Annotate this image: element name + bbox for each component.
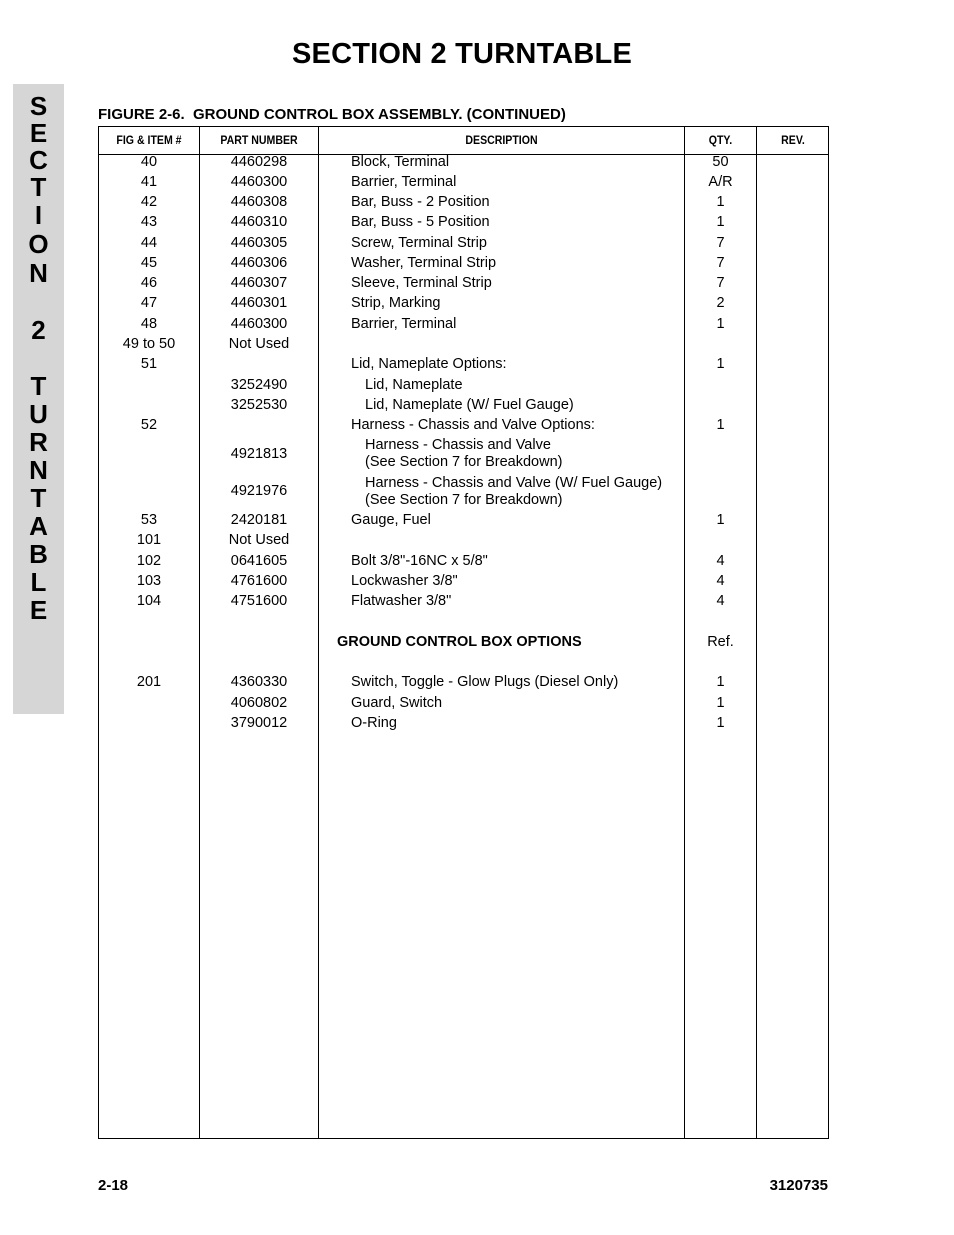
- part-number: 4921813: [230, 446, 288, 462]
- part-number: 4460300: [230, 174, 288, 190]
- column-divider: [318, 127, 319, 1138]
- document-number: 3120735: [769, 1177, 828, 1194]
- part-number: 4060802: [230, 695, 288, 711]
- part-number: 4460300: [230, 316, 288, 332]
- quantity: 7: [716, 275, 725, 291]
- description: Barrier, Terminal: [351, 316, 457, 332]
- description: Harness - Chassis and Valve: [365, 437, 551, 453]
- section-side-tab: [13, 84, 64, 714]
- description-note: (See Section 7 for Breakdown): [365, 492, 563, 508]
- description-note: (See Section 7 for Breakdown): [365, 454, 563, 470]
- side-tab-letter: 2: [31, 315, 46, 345]
- description: Lockwasher 3/8": [351, 573, 458, 589]
- item-number: 201: [136, 674, 162, 690]
- quantity: 7: [716, 255, 725, 271]
- part-number: 2420181: [230, 512, 288, 528]
- item-number: 101: [136, 532, 162, 548]
- description: Switch, Toggle - Glow Plugs (Diesel Only): [351, 674, 619, 690]
- description: Harness - Chassis and Valve Options:: [351, 417, 595, 433]
- header-fig-item: FIG & ITEM #: [116, 133, 182, 147]
- side-tab-letter: E: [29, 595, 48, 625]
- parts-table: [98, 126, 829, 1139]
- part-number: 4360330: [230, 674, 288, 690]
- description: Lid, Nameplate (W/ Fuel Gauge): [365, 397, 574, 413]
- item-number: 52: [140, 417, 158, 433]
- side-tab-letter: U: [29, 399, 48, 429]
- part-number: 4921976: [230, 483, 288, 499]
- description: Bar, Buss - 2 Position: [351, 194, 490, 210]
- part-number: 4751600: [230, 593, 288, 609]
- quantity: 4: [716, 553, 725, 569]
- part-number: Not Used: [228, 532, 290, 548]
- part-number: 4460307: [230, 275, 288, 291]
- description: Harness - Chassis and Valve (W/ Fuel Gauge): [365, 475, 663, 491]
- quantity: 1: [716, 214, 725, 230]
- side-tab-letter: S: [29, 91, 48, 121]
- quantity: 1: [716, 715, 725, 731]
- quantity: 1: [716, 674, 725, 690]
- side-tab-letter: T: [30, 371, 47, 401]
- description: Bar, Buss - 5 Position: [351, 214, 490, 230]
- quantity: 1: [716, 512, 725, 528]
- side-tab-letter: C: [29, 145, 48, 175]
- part-number: 3790012: [230, 715, 288, 731]
- part-number: 4460305: [230, 235, 288, 251]
- part-number: 4460310: [230, 214, 288, 230]
- description: Washer, Terminal Strip: [351, 255, 497, 271]
- description: Bolt 3/8"-16NC x 5/8": [351, 553, 488, 569]
- options-heading: GROUND CONTROL BOX OPTIONS: [337, 634, 582, 650]
- quantity: A/R: [708, 174, 733, 190]
- description: Barrier, Terminal: [351, 174, 457, 190]
- quantity: 1: [716, 316, 725, 332]
- quantity: 7: [716, 235, 725, 251]
- quantity: 1: [716, 695, 725, 711]
- item-number: 44: [140, 235, 158, 251]
- item-number: 45: [140, 255, 158, 271]
- header-rev: REV.: [781, 133, 805, 147]
- item-number: 42: [140, 194, 158, 210]
- part-number: 4460308: [230, 194, 288, 210]
- description: Screw, Terminal Strip: [351, 235, 487, 251]
- header-part-number: PART NUMBER: [220, 133, 298, 147]
- item-number: 53: [140, 512, 158, 528]
- part-number: 4761600: [230, 573, 288, 589]
- side-tab-letter: O: [28, 229, 49, 259]
- description: Lid, Nameplate: [365, 377, 463, 393]
- item-number: 49 to 50: [122, 336, 176, 352]
- description: Block, Terminal: [351, 154, 450, 170]
- quantity: Ref.: [707, 634, 734, 650]
- header-qty: QTY.: [708, 133, 733, 147]
- description: Gauge, Fuel: [351, 512, 431, 528]
- description: Flatwasher 3/8": [351, 593, 452, 609]
- item-number: 40: [140, 154, 158, 170]
- part-number: 0641605: [230, 553, 288, 569]
- side-tab-letter: R: [29, 427, 48, 457]
- side-tab-letter: A: [29, 511, 48, 541]
- description: Sleeve, Terminal Strip: [351, 275, 492, 291]
- item-number: 51: [140, 356, 158, 372]
- item-number: 48: [140, 316, 158, 332]
- column-divider: [756, 127, 757, 1138]
- quantity: 1: [716, 194, 725, 210]
- part-number: 4460298: [230, 154, 288, 170]
- description: Guard, Switch: [351, 695, 443, 711]
- side-tab-letter: T: [30, 172, 47, 202]
- description: O-Ring: [351, 715, 397, 731]
- quantity: 4: [716, 593, 725, 609]
- quantity: 50: [712, 154, 729, 170]
- item-number: 104: [136, 593, 162, 609]
- header-description: DESCRIPTION: [465, 133, 538, 147]
- side-tab-letter: N: [29, 455, 48, 485]
- item-number: 43: [140, 214, 158, 230]
- quantity: 4: [716, 573, 725, 589]
- page-number: 2-18: [98, 1177, 129, 1194]
- side-tab-letter: B: [29, 539, 48, 569]
- side-tab-letter: E: [29, 118, 48, 148]
- part-number: 4460306: [230, 255, 288, 271]
- part-number: 3252490: [230, 377, 288, 393]
- figure-caption: FIGURE 2-6. GROUND CONTROL BOX ASSEMBLY. (CONTINUED): [98, 106, 566, 123]
- quantity: 1: [716, 356, 725, 372]
- item-number: 47: [140, 295, 158, 311]
- description: Lid, Nameplate Options:: [351, 356, 507, 372]
- page-title: SECTION 2 TURNTABLE: [292, 38, 632, 70]
- item-number: 41: [140, 174, 158, 190]
- part-number: Not Used: [228, 336, 290, 352]
- description: Strip, Marking: [351, 295, 441, 311]
- item-number: 102: [136, 553, 162, 569]
- part-number: 3252530: [230, 397, 288, 413]
- quantity: 2: [716, 295, 725, 311]
- item-number: 46: [140, 275, 158, 291]
- part-number: 4460301: [230, 295, 288, 311]
- quantity: 1: [716, 417, 725, 433]
- side-tab-letter: I: [34, 200, 43, 230]
- side-tab-letter: N: [29, 258, 48, 288]
- side-tab-letter: T: [30, 483, 47, 513]
- item-number: 103: [136, 573, 162, 589]
- side-tab-letter: L: [30, 567, 47, 597]
